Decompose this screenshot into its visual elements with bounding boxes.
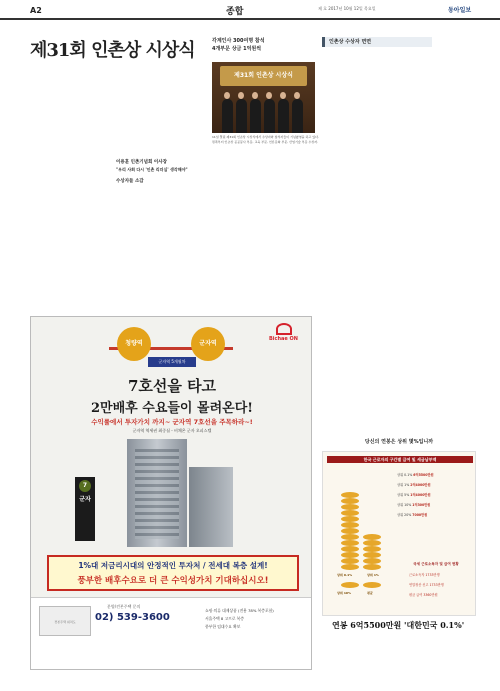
coin-stack [363,582,381,588]
salary-row: 상위 20% 7000만원 [397,513,428,517]
stack-label: 상위 0.1% [337,573,353,577]
offer-line-2: 풍부한 배후수요로 더 큰 수익성가치 기대하십시오! [77,576,269,586]
right-body-col1 [322,634,396,674]
coin-stack [341,558,359,564]
deck-line-1: 각계인사 300여명 참석 [212,38,265,44]
salary-row: 상위 0.1% 6억5500만원 [397,473,434,477]
phone-number: 02) 539-3600 [95,612,170,623]
person-head [280,92,286,99]
stack-label: 평균 [367,591,373,595]
article-deck [212,37,265,53]
station-name: 군자 [79,496,91,503]
dateline: 제 호 2017년 10월 12일 목요일 [318,6,376,11]
phone-label: 분양/견본주택 문의 [107,604,141,609]
coin-stack [341,564,359,570]
coin-stack [363,534,381,540]
line-number-icon: 7 [79,480,91,492]
article-body-col2 [116,68,206,148]
subhead-winners: 수상자들 소감 [116,179,144,184]
stack-label: 상위 1% [367,573,379,577]
person-head [238,92,244,99]
coin-stack [341,534,359,540]
coin-stack [341,516,359,522]
ad-logo: Bichae ON [269,323,298,342]
person-figure [222,99,233,133]
person-figure [236,99,247,133]
person-figure [278,99,289,133]
article-body-col3 [212,160,316,302]
site-map: 견본주택 위치도 [39,606,91,636]
coin-stack [363,564,381,570]
tax-row: 연말정산 신고 1733만명 [409,583,444,587]
photo-caption: 11일 열린 제31회 인촌상 시상식에서 수상자와 참석자들이 기념촬영을 하고 있다. 왼쪽부터 인촌상 공공봉사 부문, 교육 부문, 언론문화 부문, 산업기술 부문 수상자. [212,135,320,144]
real-estate-ad [30,316,312,670]
coin-stack [363,546,381,552]
person-head [266,92,272,99]
tax-row: 근로소득자 1733만명 [409,573,440,577]
subhead-leadership: "우리 사회 다시 '인촌 리더십' 생각해야" [116,167,188,172]
ad-headline-1: 7호선을 타고 [127,377,217,395]
person-figure [264,99,275,133]
coin-stack [341,504,359,510]
building-render-2 [189,467,233,547]
salary-infographic [322,451,476,616]
coin-stack [341,510,359,516]
coin-stack [341,522,359,528]
coin-stack [363,558,381,564]
coin-stack [341,540,359,546]
section-title: 종합 [226,7,244,17]
deck-line-2: 4개부문 상금 1억원씩 [212,46,262,52]
page-header [0,0,500,20]
building-render [127,439,187,547]
tax-row: 평균 급여 3360만원 [409,593,438,597]
logo-mark-icon [276,323,292,335]
article-headline: 제31회 인촌상 시상식 [30,40,195,61]
right-body-col2 [400,634,476,674]
salary-row: 상위 1% 2억4000만원 [397,483,431,487]
ad-bar-label: 군자역 5개월차 [148,357,196,367]
offer-line-1: 1%대 저금리시대의 안정적인 투자처 / 전세대 복층 설계! [78,561,268,570]
ad-headline-2: 2만배후 수요들이 몰려온다! [91,401,253,416]
infographic-tagline: 연봉 6억5500만원 '대한민국 0.1%' [332,620,465,630]
subhead-chairman: 이용훈 인촌기념회 이사장 [116,160,167,165]
person-head [224,92,230,99]
ad-footer [31,597,312,670]
coin-stack [363,540,381,546]
coin-stack [341,528,359,534]
coin-stack [341,552,359,558]
sidebar-body-col1 [322,50,396,305]
salary-row: 상위 5% 1억4000만원 [397,493,431,497]
stack-label: 상위 10% [337,591,352,595]
station-badge-right: 군자역 [191,327,225,361]
ad-feature: 쇼핑·의류 대제상품 (전용 78% 복층포함) [205,608,274,613]
tax-section-title: 국세 근로소득자 및 급여 현황 [413,562,459,566]
ceremony-banner: 제31회 인촌상 시상식 [220,66,307,86]
page-number: A2 [30,6,42,15]
coin-stack [341,546,359,552]
article-body-col2b [116,232,206,302]
coin-stack [341,582,359,588]
ad-tiny-line: 군자역 역세권 최중심 - 비채온 군자 오피스텔 [132,428,212,433]
ad-offer-box [47,555,299,591]
coin-stack [341,498,359,504]
person-head [252,92,258,99]
ceremony-photo [212,62,315,133]
sidebar-title: 인촌상 수상자 면면 [322,37,432,47]
question-heading: 당신의 연봉은 상위 몇%입니까 [364,439,434,445]
person-figure [250,99,261,133]
infographic-title: 한국 근로자의 구간별 급여 및 세금납부액 [327,456,473,463]
person-figure [292,99,303,133]
coin-stack [363,552,381,558]
person-head [294,92,300,99]
station-sign [75,477,95,541]
salary-row: 상위 10% 1억300만원 [397,503,431,507]
ad-feature: 서울주택 8 고프로 복층 [205,616,245,621]
station-badge-left: 청량역 [117,327,151,361]
newspaper-name: 동아일보 [448,7,472,14]
coin-stack [341,492,359,498]
sidebar-body-col2 [400,50,476,305]
article-body-col1 [30,68,112,188]
ad-red-line: 수익률에서 투자가치 까지~ 군자역 7호선을 주목하라~! [91,418,253,426]
ad-feature: 풍부한 임대수요 확보 [205,624,241,629]
